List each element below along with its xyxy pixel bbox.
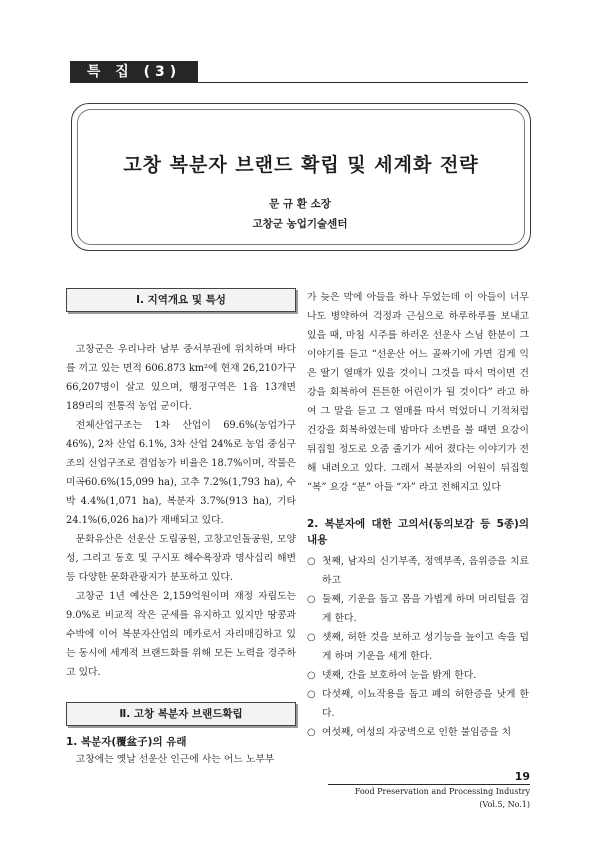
subheading-origin: 1. 복분자(覆盆子)의 유래	[66, 736, 187, 748]
list-item: ○ 다섯째, 이뇨작용을 돕고 폐의 허한증을 낫게 한다.	[307, 685, 529, 723]
paragraph-budget: 고창군 1년 예산은 2,159억원이며 재정 자립도는 9.0%로 비교적 작은 군세를 유지하고 있지만 땅콩과 수박에 이어 복분자산업의 메카로서 자리매김하고 있는 동시에 세계적 브랜드화를 위해 모든 노력을 경주하고 있다.	[66, 591, 297, 678]
header-rule	[198, 82, 528, 83]
list-item: ○ 셋째, 허한 것을 보하고 성기능을 높이고 속을 덥게 하며 기운을 세게 한다.	[307, 628, 529, 666]
left-column	[66, 288, 296, 769]
article-title: 고창 복분자 브랜드 확립 및 세계화 전략	[123, 154, 479, 176]
list-item: ○ 둘째, 기운을 돕고 몸을 가볍게 하며 머리털을 검게 한다.	[307, 590, 529, 628]
journal-name: Food Preservation and Processing Industry (Vol.5, No.1)	[354, 787, 530, 809]
list-item: ○ 첫째, 남자의 신기부족, 정액부족, 음위증을 치료하고	[307, 552, 529, 590]
paragraph-industry: 전체산업구조는 1차 산업이 69.6%(농업가구 46%), 2차 산업 6.1%, 3차 산업 24%로 농업 중심구조의 신업구조로 겸업농가 비율은 18.7%이며, 작물은 미곡60.6%(15,099 ha), 고추 7.2%(1,793 ha), 수박 4.4%(1,071 ha), 복분자 3.7%(913 ha), 기타 24.1%(6,026 ha)가 재배되고 있다.	[66, 420, 296, 526]
page-footer	[328, 770, 530, 811]
circle-bullet-icon: ○	[307, 594, 316, 605]
circle-bullet-icon: ○	[307, 689, 316, 700]
page-number: 19	[514, 770, 530, 783]
paragraph-origin-story: 가 늦은 막에 아들을 하나 두었는데 이 아들이 너무나도 병약하여 걱정과 근심으로 하루하루를 보내고 있을 때, 마침 시주를 하러온 선운사 스님 한분이 그 이야기를 듣고 “선운산 어느 골짜기에 가면 검게 익은 딸기 열매가 있을 것이니 그것을 따서 먹이면 건강을 회복하여 튼튼한 어린이가 될 것이다” 라고 하여 그 말을 듣고 그 열매를 따서 먹었더니 기적처럼 건강을 회복하였는데 밤마다 소변을 볼 때면 요강이 뒤집힐 정도로 오줌 줄기가 세어 졌다는 이야기가 전해 내려오고 있다. 그래서 복분자의 어원이 뒤집힐 “복” 요강 “분” 아들 “자” 라고 전해지고 있다	[307, 292, 529, 493]
special-feature-tag: 특 집 (3)	[70, 61, 198, 83]
list-item: ○ 여섯째, 여성의 자궁벽으로 인한 불임증을 치	[307, 723, 529, 742]
paragraph-culture: 문화유산은 선운산 도립공원, 고창고인돌공원, 모양성, 그리고 동호 및 구시포 해수욕장과 명사십리 해변 등 다양한 문화관광지가 분포하고 있다.	[66, 534, 296, 583]
subheading-classics: 2. 복분자에 대한 고의서(동의보감 등 5종)의 내용	[307, 518, 529, 546]
paragraph-origin-start: 고창에는 옛날 선운산 인근에 사는 어느 노부부	[75, 754, 275, 765]
circle-bullet-icon: ○	[307, 727, 316, 738]
section-heading-2: Ⅱ. 고창 복분자 브랜드확립	[66, 702, 296, 726]
right-column	[307, 288, 529, 742]
effects-list	[307, 552, 529, 742]
author-name: 문 규 환 소장	[269, 198, 331, 210]
list-item: ○ 넷째, 간을 보호하여 눈을 밝게 한다.	[307, 666, 529, 685]
paragraph-region: 고창군은 우리나라 남부 중서부권에 위치하며 바다를 끼고 있는 면적 606.873 km²에 현재 26,210가구 66,207명이 살고 있으며, 행정구역은 1읍 13개면 189리의 전통적 농업 군이다.	[66, 344, 296, 412]
author-affiliation: 고창군 농업기술센터	[252, 218, 348, 230]
circle-bullet-icon: ○	[307, 556, 316, 567]
circle-bullet-icon: ○	[307, 632, 316, 643]
circle-bullet-icon: ○	[307, 670, 316, 681]
section-heading-1: Ⅰ. 지역개요 및 특성	[66, 288, 296, 312]
